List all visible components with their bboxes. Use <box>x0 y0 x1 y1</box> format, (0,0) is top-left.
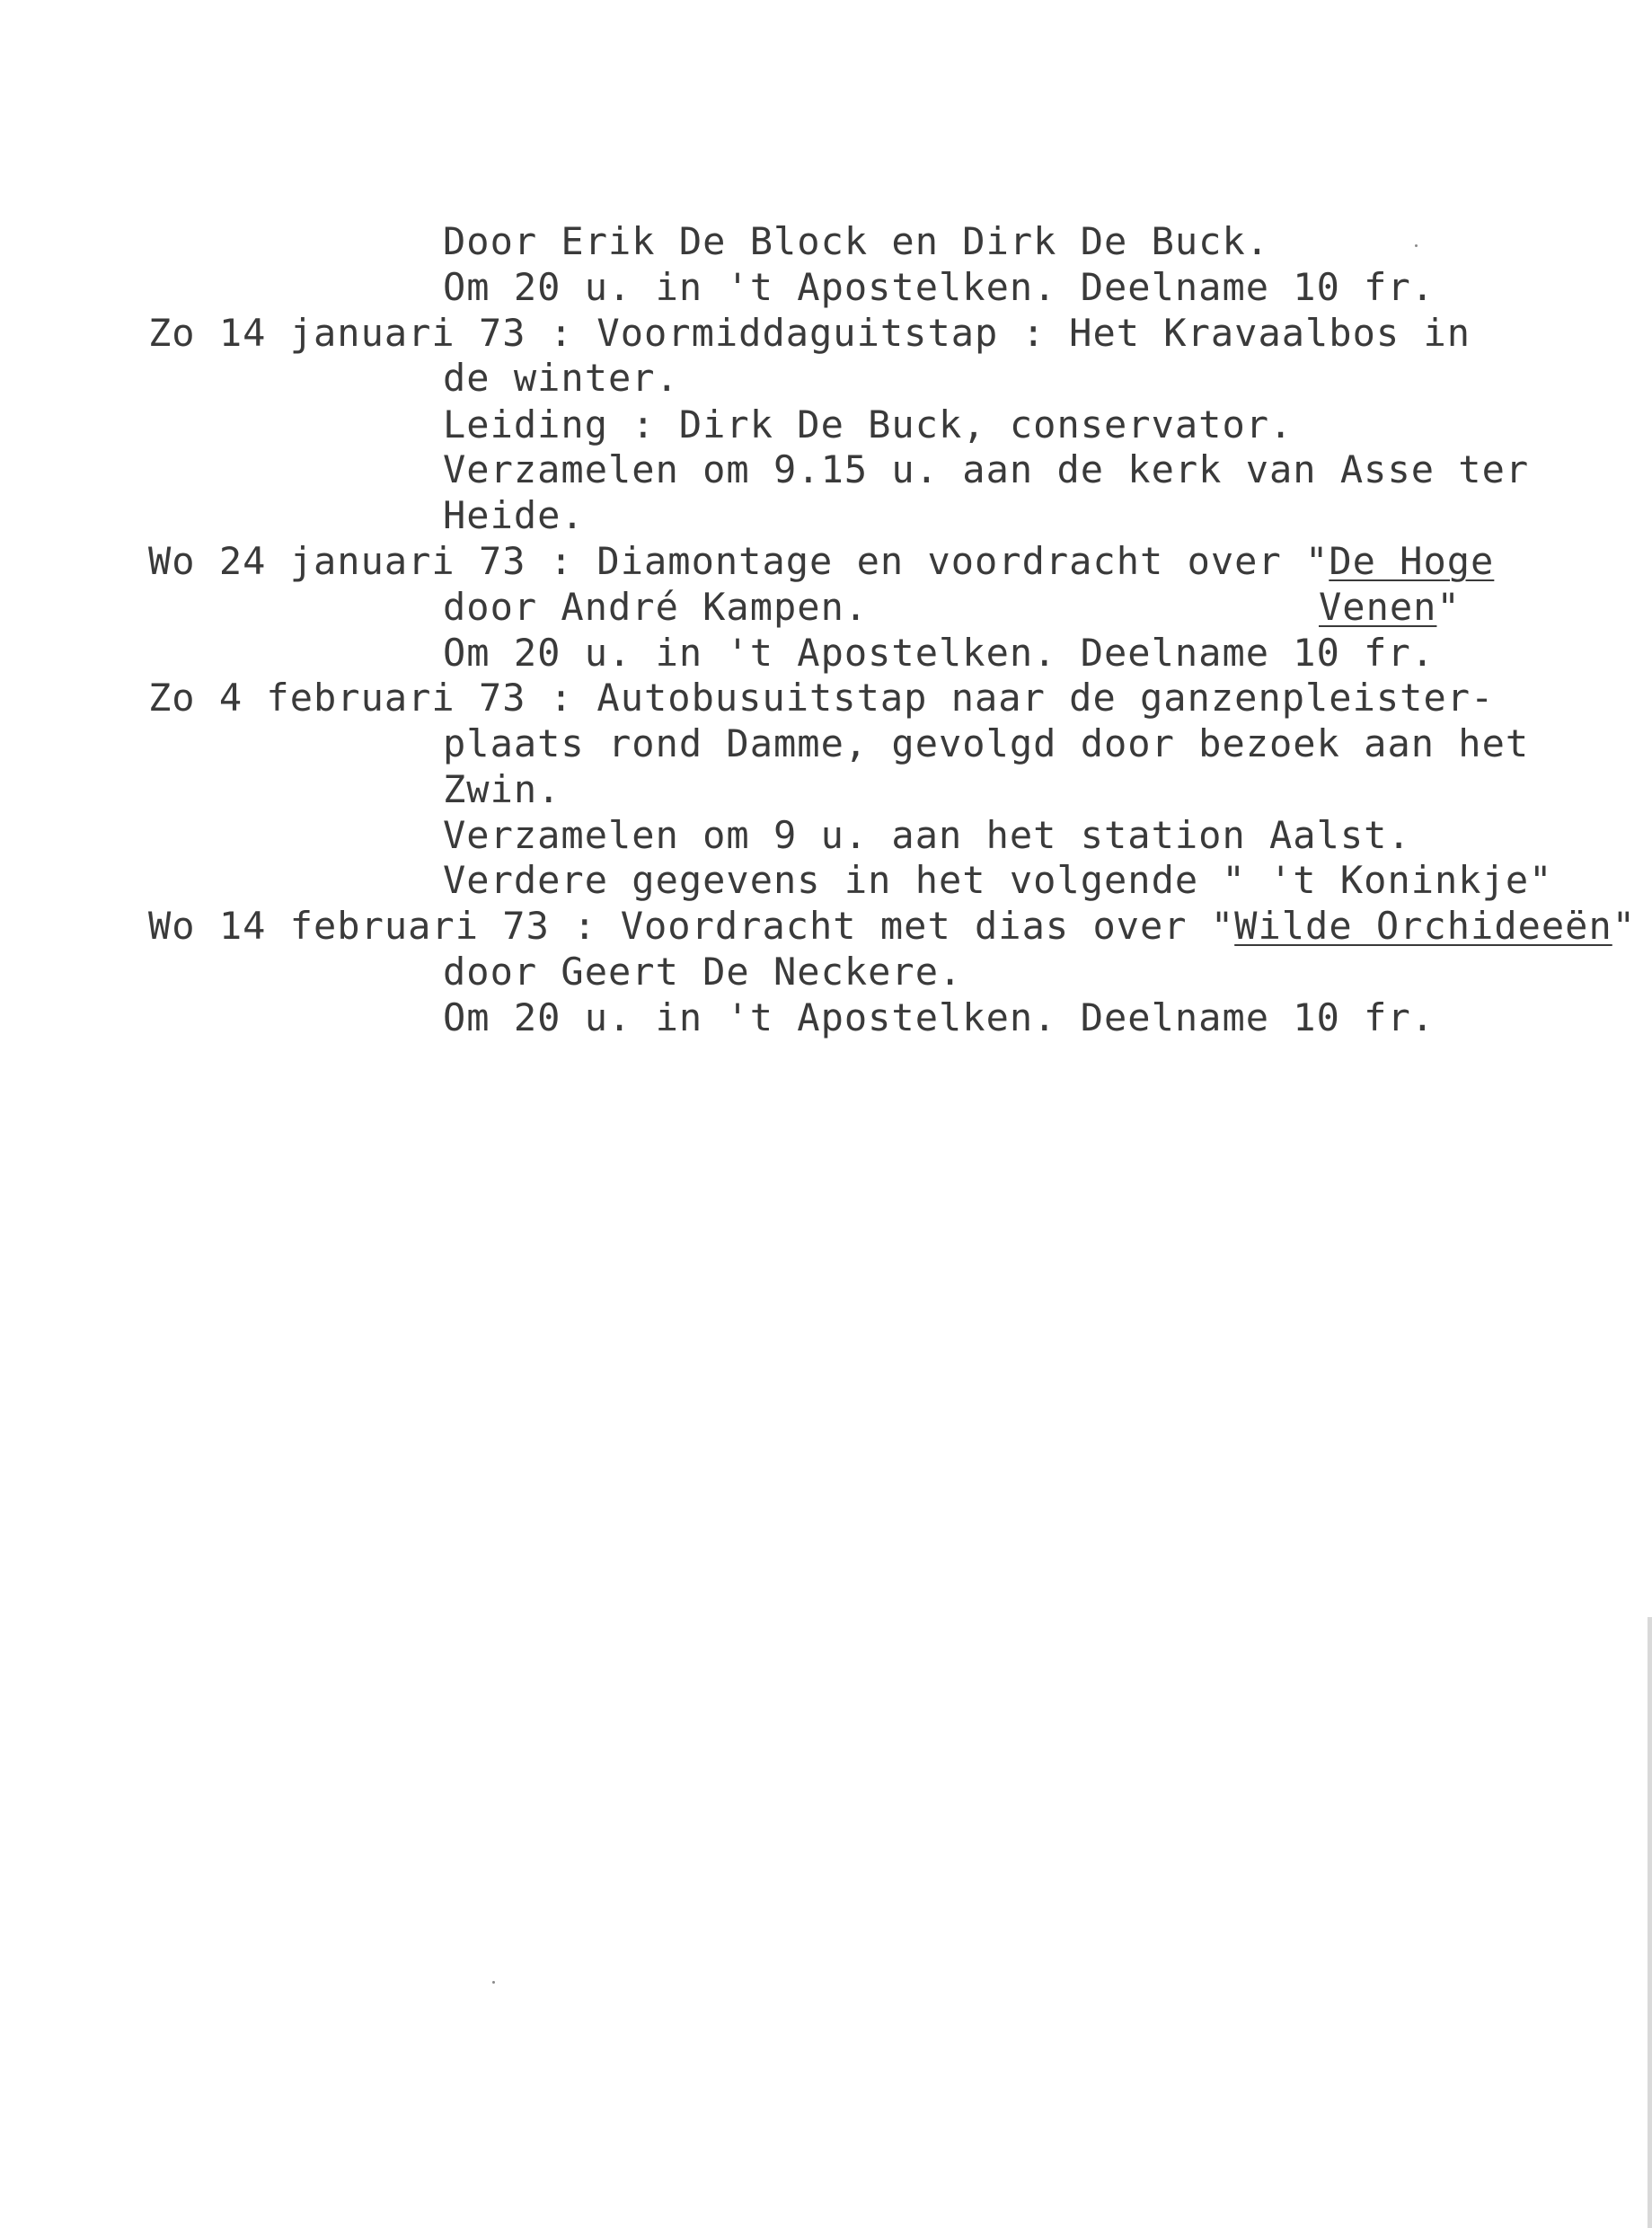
text-segment: Wo 24 januari 73 : Diamontage en voordracht over " <box>148 539 1330 583</box>
event-line: Zo 4 februari 73 : Autobusuitstap naar de ganzenpleister- <box>148 676 1495 720</box>
event-line <box>148 905 1636 948</box>
text-line: Om 20 u. in 't Apostelken. Deelname 10 fr. <box>443 995 1436 1039</box>
underlined-title: Wilde Orchideeën <box>1234 904 1612 948</box>
text-line: Verzamelen om 9 u. aan het station Aalst. <box>443 813 1411 857</box>
text-line: Heide. <box>443 493 585 537</box>
text-line: Om 20 u. in 't Apostelken. Deelname 10 fr. <box>443 631 1436 675</box>
text-line: plaats rond Damme, gevolgd door bezoek aan het <box>443 721 1530 765</box>
text-segment: " <box>1612 904 1637 948</box>
underlined-title: De Hoge <box>1329 539 1495 583</box>
event-line <box>148 540 1494 583</box>
underlined-title: Venen <box>1319 585 1437 629</box>
paper-speck <box>492 1981 495 1984</box>
event-line: Zo 14 januari 73 : Voormiddaguitstap : Het Kravaalbos in <box>148 311 1471 355</box>
text-line: Door Erik De Block en Dirk De Buck. <box>443 219 1270 263</box>
paper-speck <box>1415 244 1418 247</box>
text-line: door Geert De Neckere. <box>443 950 963 994</box>
text-line: Leiding : Dirk De Buck, conservator. <box>443 402 1294 446</box>
text-line: Verzamelen om 9.15 u. aan de kerk van Asse ter <box>443 447 1530 491</box>
text-line: door André Kampen. <box>443 585 869 629</box>
text-line: de winter. <box>443 356 679 400</box>
text-line: Om 20 u. in 't Apostelken. Deelname 10 fr. <box>443 265 1436 309</box>
text-line <box>1319 586 1461 629</box>
paper-edge-shadow <box>1648 1617 1652 2228</box>
text-line: Verdere gegevens in het volgende " 't Koninkje" <box>443 858 1553 902</box>
text-segment: " <box>1436 585 1461 629</box>
text-line: Zwin. <box>443 767 561 811</box>
text-segment: Wo 14 februari 73 : Voordracht met dias over " <box>148 904 1235 948</box>
